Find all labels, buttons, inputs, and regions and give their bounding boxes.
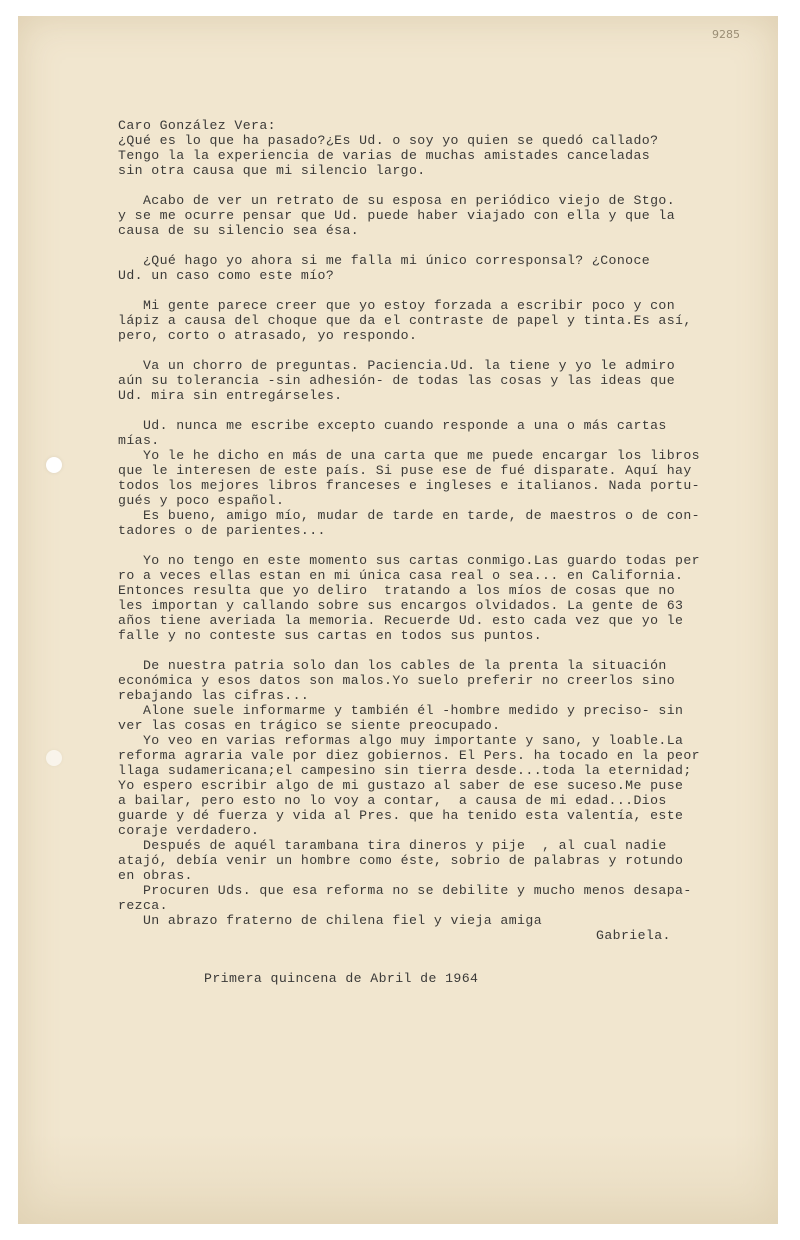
letter-body xyxy=(118,118,778,986)
text-line: y se me ocurre pensar que Ud. puede haber viajado con ella y que la xyxy=(118,208,676,223)
paragraph-gap xyxy=(118,643,778,658)
text-line: Ud. nunca me escribe excepto cuando responde a una o más cartas xyxy=(118,418,667,433)
paper-shading xyxy=(18,1134,778,1224)
text-line: guarde y dé fuerza y vida al Pres. que ha tenido esta valentía, este xyxy=(118,808,684,823)
text-line: ro a veces ellas estan en mi única casa real o sea... en California. xyxy=(118,568,684,583)
text-line: falle y no conteste sus cartas en todos sus puntos. xyxy=(118,628,543,643)
text-line: Va un chorro de preguntas. Paciencia.Ud. la tiene y yo le admiro xyxy=(118,358,676,373)
text-line: Ud. mira sin entregárseles. xyxy=(118,388,343,403)
text-line: económica y esos datos son malos.Yo suelo preferir no creerlos sino xyxy=(118,673,676,688)
text-line: Tengo la la experiencia de varias de muchas amistades canceladas xyxy=(118,148,651,163)
salutation: Caro González Vera: xyxy=(118,118,276,133)
text-line: Yo no tengo en este momento sus cartas conmigo.Las guardo todas per xyxy=(118,553,700,568)
text-line: reforma agraria vale por diez gobiernos. El Pers. ha tocado en la peor xyxy=(118,748,700,763)
text-line: en obras. xyxy=(118,868,193,883)
text-line: Después de aquél tarambana tira dineros y pije , al cual nadie xyxy=(118,838,667,853)
text-line: mías. xyxy=(118,433,160,448)
text-line: sin otra causa que mi silencio largo. xyxy=(118,163,426,178)
text-line: ¿Qué hago yo ahora si me falla mi único corresponsal? ¿Conoce xyxy=(118,253,651,268)
punch-hole xyxy=(46,457,62,473)
text-line: Yo espero escribir algo de mi gustazo al saber de ese suceso.Me puse xyxy=(118,778,684,793)
paragraph-gap xyxy=(118,283,778,298)
paragraph-gap xyxy=(118,538,778,553)
text-line: Acabo de ver un retrato de su esposa en periódico viejo de Stgo. xyxy=(118,193,676,208)
paragraph-gap xyxy=(118,343,778,358)
paragraph-gap xyxy=(118,238,778,253)
text-line: gués y poco español. xyxy=(118,493,285,508)
text-line: les importan y callando sobre sus encargos olvidados. La gente de 63 xyxy=(118,598,684,613)
paragraph xyxy=(118,193,778,238)
letter-date: Primera quincena de Abril de 1964 xyxy=(204,971,479,986)
text-line: aún su tolerancia -sin adhesión- de todas las cosas y las ideas que xyxy=(118,373,676,388)
text-line: rebajando las cifras... xyxy=(118,688,310,703)
text-line: rezca. xyxy=(118,898,168,913)
archive-number: 9285 xyxy=(712,28,740,41)
paragraph xyxy=(118,658,778,928)
text-line: Yo le he dicho en más de una carta que me puede encargar los libros xyxy=(118,448,700,463)
text-line: Procuren Uds. que esa reforma no se debilite y mucho menos desapa- xyxy=(118,883,692,898)
text-line: causa de su silencio sea ésa. xyxy=(118,223,360,238)
text-line: Yo veo en varias reformas algo muy importante y sano, y loable.La xyxy=(118,733,684,748)
punch-hole xyxy=(46,750,62,766)
text-line: años tiene averiada la memoria. Recuerde Ud. esto cada vez que yo le xyxy=(118,613,684,628)
paragraph-gap xyxy=(118,178,778,193)
text-line: Ud. un caso como este mío? xyxy=(118,268,335,283)
text-line: todos los mejores libros franceses e ingleses e italianos. Nada portu- xyxy=(118,478,700,493)
text-line: Entonces resulta que yo deliro tratando a los míos de cosas que no xyxy=(118,583,676,598)
paragraph xyxy=(118,133,778,178)
text-line: lápiz a causa del choque que da el contraste de papel y tinta.Es así, xyxy=(118,313,692,328)
text-line: ver las cosas en trágico se siente preocupado. xyxy=(118,718,501,733)
signature: Gabriela. xyxy=(596,928,671,943)
text-line: coraje verdadero. xyxy=(118,823,260,838)
paragraph xyxy=(118,553,778,643)
text-line: Es bueno, amigo mío, mudar de tarde en tarde, de maestros o de con- xyxy=(118,508,700,523)
paragraph xyxy=(118,298,778,343)
text-line: De nuestra patria solo dan los cables de la prenta la situación xyxy=(118,658,667,673)
text-line: ¿Qué es lo que ha pasado?¿Es Ud. o soy yo quien se quedó callado? xyxy=(118,133,659,148)
text-line: Un abrazo fraterno de chilena fiel y vieja amiga xyxy=(118,913,543,928)
text-line: atajó, debía venir un hombre como éste, sobrio de palabras y rotundo xyxy=(118,853,684,868)
paragraph xyxy=(118,358,778,403)
paragraph-gap xyxy=(118,403,778,418)
text-line: Mi gente parece creer que yo estoy forzada a escribir poco y con xyxy=(118,298,676,313)
paragraph xyxy=(118,418,778,538)
text-line: Alone suele informarme y también él -hombre medido y preciso- sin xyxy=(118,703,684,718)
text-line: llaga sudamericana;el campesino sin tierra desde...toda la eternidad; xyxy=(118,763,692,778)
text-line: que le interesen de este país. Si puse ese de fué disparate. Aquí hay xyxy=(118,463,692,478)
text-line: a bailar, pero esto no lo voy a contar, a causa de mi edad...Dios xyxy=(118,793,667,808)
text-line: pero, corto o atrasado, yo respondo. xyxy=(118,328,418,343)
paragraph xyxy=(118,253,778,283)
text-line: tadores o de parientes... xyxy=(118,523,326,538)
letter-paragraphs xyxy=(118,133,778,928)
